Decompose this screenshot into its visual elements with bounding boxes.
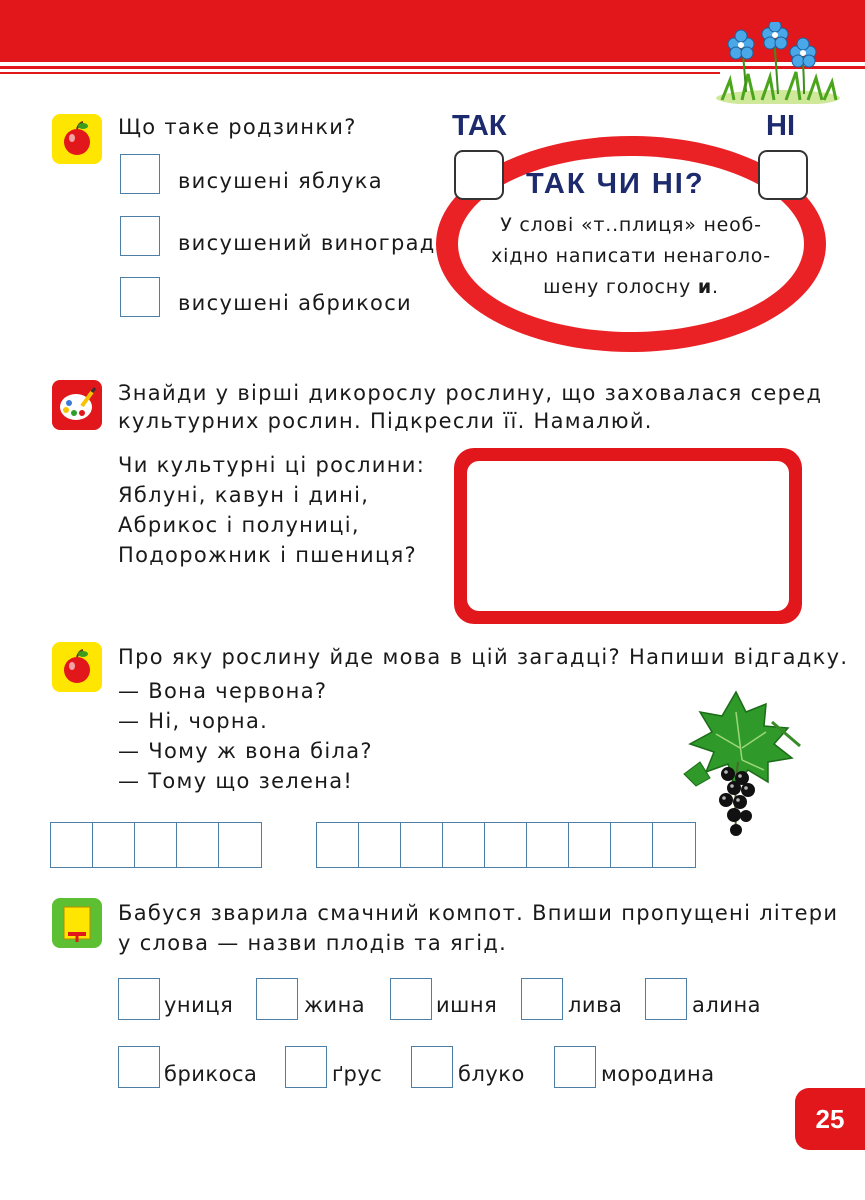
statement-line-1: У слові «т..плиця» необ- (500, 214, 762, 236)
answer-cells-word2[interactable] (316, 822, 696, 868)
answer-cell[interactable] (401, 823, 443, 867)
statement-line-2: хідно написати ненаголо- (491, 245, 771, 267)
answer-cell[interactable] (443, 823, 485, 867)
task2-poem (118, 450, 425, 570)
no-checkbox[interactable] (758, 150, 808, 200)
apple-icon (52, 114, 102, 164)
yes-checkbox[interactable] (454, 150, 504, 200)
option-label-apples: висушені яблука (178, 169, 383, 193)
page-number: 25 (795, 1088, 865, 1150)
letter-box[interactable] (554, 1046, 596, 1088)
currant-illustration (676, 682, 806, 842)
riddle-line: — Ні, чорна. (118, 709, 269, 733)
task3-riddle (118, 676, 373, 796)
word-fragment: мородина (601, 1062, 715, 1086)
yes-label: ТАК (452, 110, 507, 142)
poem-line: Абрикос і полуниці, (118, 513, 360, 537)
word-fragment: брикоса (164, 1062, 258, 1086)
poem-line: Яблуні, кавун і дині, (118, 483, 370, 507)
answer-cell[interactable] (177, 823, 219, 867)
yes-no-title: ТАК ЧИ НІ? (526, 168, 705, 200)
palette-icon (52, 380, 102, 430)
answer-cell[interactable] (611, 823, 653, 867)
statement-period: . (712, 276, 719, 298)
flowers-illustration (712, 22, 842, 104)
option-label-apricots: висушені абрикоси (178, 291, 412, 315)
letter-box[interactable] (645, 978, 687, 1020)
letter-box[interactable] (390, 978, 432, 1020)
answer-cell[interactable] (219, 823, 261, 867)
task3-question: Про яку рослину йде мова в цій загадці? Напиши відгадку. (118, 645, 849, 669)
task2-line2: культурних рослин. Підкресли її. Намалюй. (118, 409, 653, 433)
statement-line-3-text: шену голосну (543, 276, 698, 298)
word-fragment: униця (164, 993, 234, 1017)
option-label-grapes: висушений виноград (178, 231, 436, 255)
answer-cell[interactable] (653, 823, 695, 867)
statement-line-3 (468, 272, 794, 303)
answer-cell[interactable] (485, 823, 527, 867)
answer-cell[interactable] (527, 823, 569, 867)
riddle-line: — Чому ж вона біла? (118, 739, 373, 763)
task2-line1: Знайди у вірші дикорослу рослину, що заховалася серед (118, 381, 823, 405)
answer-cell[interactable] (359, 823, 401, 867)
option-checkbox-apples[interactable] (120, 154, 160, 194)
letter-box[interactable] (285, 1046, 327, 1088)
notebook-icon (52, 898, 102, 948)
word-fragment: ґрус (332, 1062, 383, 1086)
task1-question: Що таке родзинки? (118, 115, 357, 139)
riddle-line: — Тому що зелена! (118, 769, 354, 793)
task4-line2: у слова — назви плодів та ягід. (118, 931, 508, 955)
word-fragment: блуко (458, 1062, 525, 1086)
letter-box[interactable] (256, 978, 298, 1020)
answer-cell[interactable] (93, 823, 135, 867)
header-rule-thin (0, 72, 720, 74)
answer-cell[interactable] (51, 823, 93, 867)
poem-line: Чи культурні ці рослини: (118, 453, 426, 477)
drawing-area[interactable] (467, 461, 789, 611)
word-fragment: алина (692, 993, 762, 1017)
apple-icon (52, 642, 102, 692)
statement-letter: и (697, 276, 712, 298)
riddle-line: — Вона червона? (118, 679, 328, 703)
answer-cell[interactable] (135, 823, 177, 867)
answer-cell[interactable] (569, 823, 611, 867)
poem-line: Подорожник і пшениця? (118, 543, 417, 567)
no-label: НІ (766, 110, 795, 142)
letter-box[interactable] (118, 978, 160, 1020)
word-fragment: лива (568, 993, 623, 1017)
letter-box[interactable] (118, 1046, 160, 1088)
answer-cells-word1[interactable] (50, 822, 262, 868)
letter-box[interactable] (521, 978, 563, 1020)
option-checkbox-apricots[interactable] (120, 277, 160, 317)
task4-line1: Бабуся зварила смачний компот. Впиши пропущені літери (118, 901, 839, 925)
option-checkbox-grapes[interactable] (120, 216, 160, 256)
yes-no-statement (468, 210, 794, 303)
letter-box[interactable] (411, 1046, 453, 1088)
answer-cell[interactable] (317, 823, 359, 867)
word-fragment: ишня (436, 993, 498, 1017)
word-fragment: жина (304, 993, 366, 1017)
